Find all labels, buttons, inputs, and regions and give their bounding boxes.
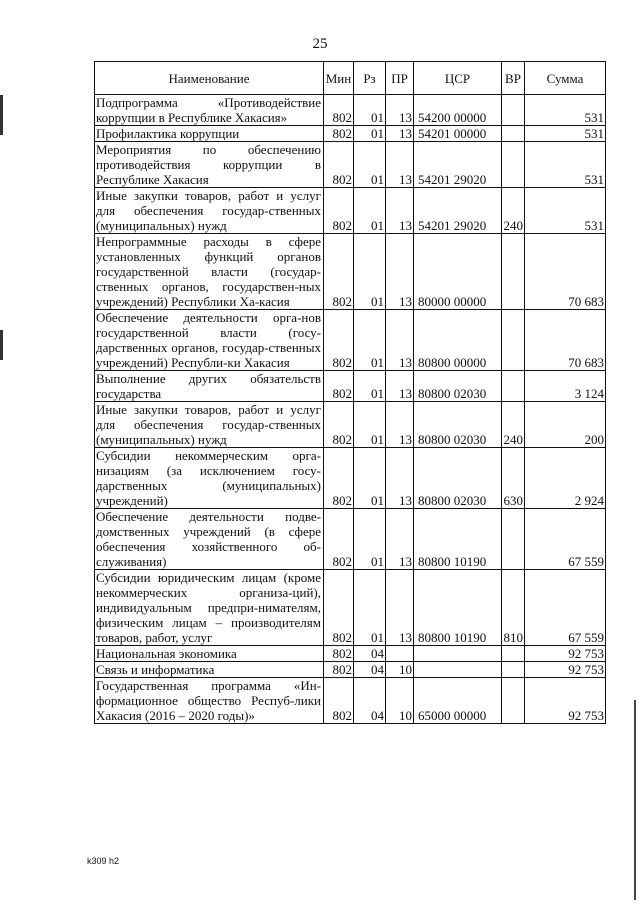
- cell-vr: [502, 142, 525, 188]
- cell-min: 802: [324, 402, 354, 448]
- cell-pr: 10: [386, 678, 414, 724]
- cell-min: 802: [324, 509, 354, 570]
- scan-edge-mark: [0, 95, 3, 135]
- cell-name: Выполнение других обязательств государства: [95, 371, 324, 402]
- cell-name: Государственная программа «Ин-формационное общество Респуб-лики Хакасия (2016 – 2020 годы)»: [95, 678, 324, 724]
- table-row: [95, 126, 606, 142]
- cell-pr: 13: [386, 371, 414, 402]
- cell-vr: [502, 234, 525, 310]
- table-row: [95, 310, 606, 371]
- cell-csr: 54201 29020: [414, 188, 502, 234]
- cell-min: 802: [324, 310, 354, 371]
- table-row: [95, 402, 606, 448]
- cell-name: Иные закупки товаров, работ и услуг для обеспечения государ-ственных (муниципальных) нужд: [95, 402, 324, 448]
- cell-min: 802: [324, 371, 354, 402]
- cell-csr: 54201 29020: [414, 142, 502, 188]
- cell-pr: 13: [386, 448, 414, 509]
- scan-edge-mark: [0, 330, 3, 360]
- cell-vr: 810: [502, 570, 525, 646]
- cell-csr: [414, 662, 502, 678]
- table-row: [95, 448, 606, 509]
- cell-pr: 13: [386, 310, 414, 371]
- cell-pr: 13: [386, 95, 414, 126]
- cell-sum: 92 753: [525, 646, 606, 662]
- cell-sum: 2 924: [525, 448, 606, 509]
- cell-csr: 80800 02030: [414, 371, 502, 402]
- scan-edge-mark: [634, 700, 636, 900]
- cell-sum: 92 753: [525, 662, 606, 678]
- cell-pr: 13: [386, 509, 414, 570]
- table-row: [95, 95, 606, 126]
- cell-min: 802: [324, 448, 354, 509]
- cell-sum: 70 683: [525, 310, 606, 371]
- footer-code: k309 h2: [87, 856, 120, 866]
- budget-table: [94, 61, 606, 724]
- cell-vr: [502, 509, 525, 570]
- cell-min: 802: [324, 95, 354, 126]
- cell-vr: 240: [502, 402, 525, 448]
- cell-min: 802: [324, 662, 354, 678]
- header-rz: Рз: [354, 62, 386, 95]
- cell-vr: [502, 126, 525, 142]
- cell-pr: 10: [386, 662, 414, 678]
- cell-rz: 01: [354, 234, 386, 310]
- cell-pr: 13: [386, 142, 414, 188]
- cell-pr: 13: [386, 234, 414, 310]
- cell-rz: 01: [354, 142, 386, 188]
- cell-name: Иные закупки товаров, работ и услуг для обеспечения государ-ственных (муниципальных) нужд: [95, 188, 324, 234]
- cell-rz: 04: [354, 662, 386, 678]
- cell-name: Мероприятия по обеспечению противодействия коррупции в Республике Хакасия: [95, 142, 324, 188]
- cell-name: Национальная экономика: [95, 646, 324, 662]
- cell-vr: [502, 662, 525, 678]
- table-row: [95, 188, 606, 234]
- table-row: [95, 234, 606, 310]
- cell-name: Непрограммные расходы в сфере установленных функций органов государственной власти (государ-ственных органов, государствен-ных учреждений) Республики Ха-касия: [95, 234, 324, 310]
- table-row: [95, 646, 606, 662]
- cell-vr: [502, 678, 525, 724]
- cell-rz: 01: [354, 509, 386, 570]
- cell-min: 802: [324, 142, 354, 188]
- cell-sum: 531: [525, 142, 606, 188]
- cell-rz: 01: [354, 371, 386, 402]
- cell-rz: 04: [354, 678, 386, 724]
- cell-min: 802: [324, 234, 354, 310]
- cell-pr: 13: [386, 570, 414, 646]
- table-row: [95, 570, 606, 646]
- table-row: [95, 509, 606, 570]
- cell-csr: 80800 00000: [414, 310, 502, 371]
- header-sum: Сумма: [525, 62, 606, 95]
- header-name: Наименование: [95, 62, 324, 95]
- cell-vr: [502, 646, 525, 662]
- cell-csr: 54201 00000: [414, 126, 502, 142]
- cell-rz: 01: [354, 126, 386, 142]
- cell-sum: 531: [525, 126, 606, 142]
- cell-min: 802: [324, 678, 354, 724]
- cell-name: Субсидии некоммерческим орга-низациям (за исключением госу-дарственных (муниципальных) учреждений): [95, 448, 324, 509]
- cell-pr: 13: [386, 126, 414, 142]
- header-min: Мин: [324, 62, 354, 95]
- cell-vr: [502, 310, 525, 371]
- cell-name: Обеспечение деятельности подве-домственных учреждений (в сфере обеспечения хозяйственного об-служивания): [95, 509, 324, 570]
- cell-name: Связь и информатика: [95, 662, 324, 678]
- cell-rz: 01: [354, 188, 386, 234]
- cell-csr: 80800 10190: [414, 570, 502, 646]
- cell-sum: 92 753: [525, 678, 606, 724]
- cell-name: Подпрограмма «Противодействие коррупции в Республике Хакасия»: [95, 95, 324, 126]
- cell-rz: 01: [354, 95, 386, 126]
- cell-pr: 13: [386, 402, 414, 448]
- table-row: [95, 662, 606, 678]
- cell-csr: 80800 02030: [414, 402, 502, 448]
- header-pr: ПР: [386, 62, 414, 95]
- cell-min: 802: [324, 570, 354, 646]
- cell-rz: 01: [354, 448, 386, 509]
- table-row: [95, 142, 606, 188]
- cell-sum: 67 559: [525, 509, 606, 570]
- cell-name: Обеспечение деятельности орга-нов государственной власти (госу-дарственных органов, государ-ственных учреждений) Республи-ки Хакасия: [95, 310, 324, 371]
- cell-sum: 3 124: [525, 371, 606, 402]
- cell-rz: 04: [354, 646, 386, 662]
- cell-vr: 240: [502, 188, 525, 234]
- cell-csr: 80800 10190: [414, 509, 502, 570]
- cell-sum: 200: [525, 402, 606, 448]
- cell-csr: 80800 02030: [414, 448, 502, 509]
- cell-pr: [386, 646, 414, 662]
- cell-pr: 13: [386, 188, 414, 234]
- page-number: 25: [312, 36, 328, 52]
- cell-min: 802: [324, 646, 354, 662]
- header-vr: ВР: [502, 62, 525, 95]
- cell-sum: 531: [525, 188, 606, 234]
- cell-csr: 80000 00000: [414, 234, 502, 310]
- table-row: [95, 371, 606, 402]
- cell-name: Субсидии юридическим лицам (кроме некоммерческих организа-ций), индивидуальным предпри-нимателям, физическим лицам – производителям товаров, работ, услуг: [95, 570, 324, 646]
- cell-sum: 67 559: [525, 570, 606, 646]
- table-row: [95, 678, 606, 724]
- cell-sum: 70 683: [525, 234, 606, 310]
- cell-csr: 65000 00000: [414, 678, 502, 724]
- cell-vr: 630: [502, 448, 525, 509]
- cell-rz: 01: [354, 570, 386, 646]
- cell-csr: 54200 00000: [414, 95, 502, 126]
- cell-min: 802: [324, 126, 354, 142]
- cell-name: Профилактика коррупции: [95, 126, 324, 142]
- header-csr: ЦСР: [414, 62, 502, 95]
- table-header-row: [95, 62, 606, 95]
- cell-vr: [502, 95, 525, 126]
- cell-rz: 01: [354, 310, 386, 371]
- cell-csr: [414, 646, 502, 662]
- cell-rz: 01: [354, 402, 386, 448]
- cell-min: 802: [324, 188, 354, 234]
- cell-sum: 531: [525, 95, 606, 126]
- cell-vr: [502, 371, 525, 402]
